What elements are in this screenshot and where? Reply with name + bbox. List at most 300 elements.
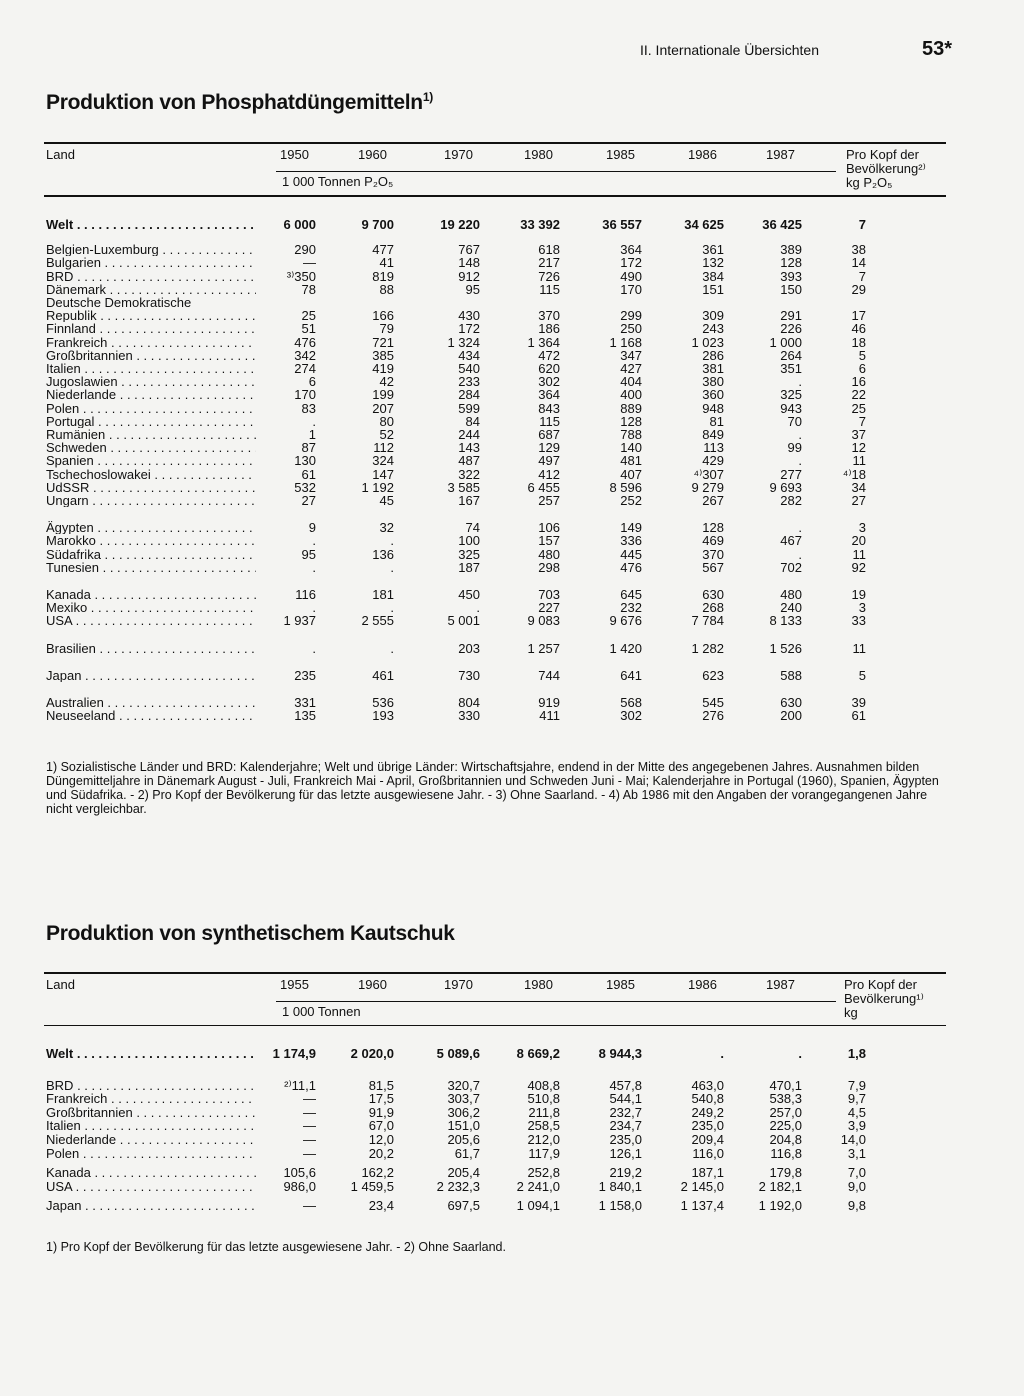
row-label: Polen . . . xyxy=(46,402,256,415)
table-row xyxy=(44,296,946,309)
row-label: BRD . . . xyxy=(46,270,256,283)
cell-value: 408,8 xyxy=(527,1077,560,1093)
cell-value: . xyxy=(798,520,802,536)
table-row xyxy=(44,1166,946,1179)
cell-value: 14,0 xyxy=(840,1132,866,1147)
cell-value: 8 133 xyxy=(769,613,802,629)
cell-value: . xyxy=(390,640,394,656)
row-label: Dänemark . . . xyxy=(46,283,256,296)
cell-value: 181 xyxy=(372,587,394,602)
row-label: Ungarn . . . xyxy=(46,494,256,507)
cell-value: 427 xyxy=(620,361,642,376)
cell-value: 470,1 xyxy=(769,1077,802,1093)
cell-value: 351 xyxy=(780,361,802,376)
cell-value: 11 xyxy=(852,640,866,656)
cell-value: ⁴⁾18 xyxy=(842,466,866,482)
cell-value: 703 xyxy=(538,587,560,602)
row-label: Portugal . . . xyxy=(46,415,256,428)
table-row xyxy=(44,336,946,349)
row-label: Tunesien . . . xyxy=(46,561,256,574)
cell-value: 100 xyxy=(458,533,480,549)
cell-value: . xyxy=(798,546,802,562)
cell-value: 116,0 xyxy=(692,1145,724,1161)
cell-value: 3,9 xyxy=(847,1118,866,1134)
cell-value: 7 784 xyxy=(691,613,724,629)
table-row xyxy=(44,521,946,534)
cell-value: 32 xyxy=(379,520,394,536)
cell-value: 179,8 xyxy=(769,1165,802,1181)
cell-value: 95 xyxy=(465,281,480,297)
cell-value: 1 137,4 xyxy=(680,1198,724,1214)
cell-value: 45 xyxy=(379,493,394,508)
cell-value: 135 xyxy=(294,708,316,724)
cell-value: 11 xyxy=(852,453,866,469)
cell-value: 620 xyxy=(538,361,560,376)
cell-value: 258,5 xyxy=(527,1118,560,1134)
cell-value: 1 094,1 xyxy=(516,1198,560,1214)
cell-value: 730 xyxy=(458,667,480,683)
cell-value: 630 xyxy=(702,587,724,602)
table-row xyxy=(44,243,946,256)
cell-value: 804 xyxy=(458,695,480,710)
cell-value: 6 455 xyxy=(527,479,560,495)
cell-value: 347 xyxy=(620,347,642,363)
cell-value: 7,0 xyxy=(847,1165,866,1181)
cell-value: 469 xyxy=(702,533,724,549)
cell-value: 536 xyxy=(372,695,394,710)
cell-value: 3 585 xyxy=(447,479,480,495)
cell-value: 211,8 xyxy=(528,1104,560,1120)
cell-value: 476 xyxy=(620,559,642,575)
cell-value: 1 420 xyxy=(609,640,642,656)
cell-value: 252,8 xyxy=(527,1165,560,1181)
table-row xyxy=(44,428,946,441)
cell-value: 115 xyxy=(539,413,560,429)
cell-value: 912 xyxy=(458,268,480,284)
cell-value: 151,0 xyxy=(447,1118,480,1134)
row-label: UdSSR . . . xyxy=(46,481,256,494)
table-row xyxy=(44,415,946,428)
cell-value: 170 xyxy=(620,281,642,297)
cell-value: 268 xyxy=(702,600,724,616)
cell-value: 151 xyxy=(702,281,724,297)
cell-value: 225,0 xyxy=(769,1118,802,1134)
cell-value: 130 xyxy=(294,453,316,469)
cell-value: 1 257 xyxy=(527,640,560,656)
cell-value: 630 xyxy=(780,695,802,710)
cell-value: 6 000 xyxy=(283,217,316,232)
cell-value: 540 xyxy=(458,361,480,376)
cell-value: 385 xyxy=(372,347,394,363)
cell-value: . xyxy=(798,427,802,442)
cell-value: 116,8 xyxy=(770,1145,802,1161)
cell-value: 384 xyxy=(702,268,724,284)
table-row xyxy=(44,1180,946,1193)
cell-value: 284 xyxy=(458,387,480,403)
table-row xyxy=(44,642,946,655)
cell-value: 193 xyxy=(372,708,394,724)
cell-value: 411 xyxy=(539,708,560,724)
cell-value: 381 xyxy=(702,361,724,376)
row-label: Rumänien . . . xyxy=(46,428,256,441)
cell-value: 61,7 xyxy=(454,1145,480,1161)
cell-value: 112 xyxy=(373,440,394,456)
cell-value: 1 324 xyxy=(447,334,480,350)
cell-value: 849 xyxy=(702,427,724,442)
cell-value: 232 xyxy=(620,600,642,616)
cell-value: 250 xyxy=(620,321,642,337)
row-label: Finnland . . . xyxy=(46,322,256,335)
cell-value: 252 xyxy=(620,493,642,508)
cell-value: 320,7 xyxy=(447,1077,480,1093)
phosphate-table xyxy=(44,142,946,752)
table-row xyxy=(44,1133,946,1146)
cell-value: 618 xyxy=(538,242,560,258)
cell-value: 226 xyxy=(780,321,802,337)
cell-value: 29 xyxy=(851,281,866,297)
row-label: Welt . . . xyxy=(46,218,256,231)
cell-value: 282 xyxy=(780,493,802,508)
table-row xyxy=(44,388,946,401)
table1-unit-rule xyxy=(276,171,836,172)
cell-value: 257,0 xyxy=(769,1104,802,1120)
cell-value: 187 xyxy=(458,559,480,575)
cell-value: 51 xyxy=(301,321,316,337)
cell-value: 5 001 xyxy=(447,613,480,629)
cell-value: 12 xyxy=(851,440,866,456)
cell-value: 889 xyxy=(620,400,642,416)
cell-value: 74 xyxy=(465,520,480,536)
table1-footnote: 1) Sozialistische Länder und BRD: Kalenderjahre; Welt und übrige Länder: Wirtschaftsjahre, endend in der Mitte des angegebenen Jahres. Ausnahmen bilden Düngemitteljahre in Dänemark August - Juli, Frankreich Mai - April, Großbritannien und Schweden Juni - Mai; Kalenderjahre in Portugal (1960), Spanien, Ägypten und Südafrika. - 2) Pro Kopf der Bevölkerung für das letzte ausgewiesene Jahr. - 3) Ohne Saarland. - 4) Ab 1986 mit den Angaben der vorangegangenen Jahre nicht vergleichbar. xyxy=(46,760,939,816)
cell-value: 33 392 xyxy=(520,217,560,232)
table2-prokopf-unit: kg xyxy=(844,1005,858,1020)
cell-value: 19 xyxy=(851,587,866,602)
cell-value: 7 xyxy=(858,217,866,232)
cell-value: 291 xyxy=(780,308,802,324)
cell-value: — xyxy=(303,1091,316,1107)
row-label: Niederlande . . . xyxy=(46,1133,256,1146)
cell-value: 1 937 xyxy=(283,613,316,629)
table-row xyxy=(44,454,946,467)
cell-value: 360 xyxy=(702,387,724,403)
table-row xyxy=(44,709,946,722)
year-header: 1980 xyxy=(524,147,553,162)
row-label: Ägypten . . . xyxy=(46,521,256,534)
cell-value: . xyxy=(476,600,480,616)
row-label: Japan . . . xyxy=(46,1199,256,1212)
cell-value: 9 xyxy=(308,520,316,536)
cell-value: 1 xyxy=(308,427,316,442)
cell-value: 12,0 xyxy=(368,1132,394,1147)
table-row xyxy=(44,588,946,601)
year-header: 1980 xyxy=(524,977,553,992)
cell-value: 129 xyxy=(538,440,560,456)
cell-value: 204,8 xyxy=(769,1132,802,1147)
table-row xyxy=(44,270,946,283)
table2-header-rule xyxy=(44,1025,946,1026)
table2-footnote: 1) Pro Kopf der Bevölkerung für das letzte ausgewiesene Jahr. - 2) Ohne Saarland. xyxy=(46,1240,506,1254)
cell-value: 2 232,3 xyxy=(436,1178,480,1194)
cell-value: 167 xyxy=(458,493,480,508)
cell-value: 364 xyxy=(620,242,642,258)
cell-value: . xyxy=(312,413,316,429)
cell-value: 568 xyxy=(620,695,642,710)
cell-value: 7,9 xyxy=(847,1077,866,1093)
cell-value: 88 xyxy=(379,281,394,297)
row-label: Bulgarien . . . xyxy=(46,256,256,269)
year-header: 1987 xyxy=(766,977,795,992)
cell-value: 205,6 xyxy=(447,1132,480,1147)
table2-unit: 1 000 Tonnen xyxy=(282,1004,361,1019)
table2-title: Produktion von synthetischem Kautschuk xyxy=(46,922,455,945)
row-label: Mexiko . . . xyxy=(46,601,256,614)
cell-value: 532 xyxy=(294,479,316,495)
cell-value: 286 xyxy=(702,347,724,363)
cell-value: 919 xyxy=(538,695,560,710)
table-row xyxy=(44,561,946,574)
year-header: 1955 xyxy=(280,977,309,992)
cell-value: 240 xyxy=(780,600,802,616)
cell-value: 540,8 xyxy=(691,1091,724,1107)
row-label: Brasilien . . . xyxy=(46,642,256,655)
cell-value: 948 xyxy=(702,400,724,416)
cell-value: . xyxy=(312,533,316,549)
cell-value: . xyxy=(312,640,316,656)
cell-value: 480 xyxy=(780,587,802,602)
cell-value: 186 xyxy=(538,321,560,337)
row-label: Neuseeland . . . xyxy=(46,709,256,722)
table2-prokopf-2: Bevölkerung¹⁾ xyxy=(844,991,924,1006)
table-row xyxy=(44,402,946,415)
cell-value: 67,0 xyxy=(368,1118,394,1134)
cell-value: 1 840,1 xyxy=(598,1178,642,1194)
cell-value: — xyxy=(303,1118,316,1134)
cell-value: 92 xyxy=(851,559,866,575)
cell-value: — xyxy=(303,1104,316,1120)
cell-value: . xyxy=(390,559,394,575)
cell-value: 14 xyxy=(851,255,866,271)
cell-value: 480 xyxy=(538,546,560,562)
table-row xyxy=(44,322,946,335)
row-label: USA . . . xyxy=(46,1180,256,1193)
cell-value: 105,6 xyxy=(283,1165,316,1181)
cell-value: 721 xyxy=(372,334,394,350)
cell-value: 3 xyxy=(858,520,866,536)
cell-value: 140 xyxy=(620,440,642,456)
cell-value: — xyxy=(303,1145,316,1161)
cell-value: 370 xyxy=(702,546,724,562)
table-row xyxy=(44,349,946,362)
cell-value: 2 145,0 xyxy=(680,1178,724,1194)
cell-value: 9 279 xyxy=(691,479,724,495)
cell-value: 232,7 xyxy=(609,1104,642,1120)
table-row xyxy=(44,1119,946,1132)
cell-value: 407 xyxy=(620,466,642,482)
cell-value: 170 xyxy=(294,387,316,403)
section-header: II. Internationale Übersichten xyxy=(640,42,819,58)
cell-value: 25 xyxy=(851,400,866,416)
table2-prokopf-1: Pro Kopf der xyxy=(844,977,917,992)
cell-value: 623 xyxy=(702,667,724,683)
table-row xyxy=(44,601,946,614)
cell-value: 235,0 xyxy=(609,1132,642,1147)
table-row xyxy=(44,1147,946,1160)
row-label: Italien . . . xyxy=(46,1119,256,1132)
cell-value: 726 xyxy=(538,268,560,284)
cell-value: 1 158,0 xyxy=(598,1198,642,1214)
year-header: 1985 xyxy=(606,147,635,162)
page-number: 53* xyxy=(922,38,953,60)
year-header: 1950 xyxy=(280,147,309,162)
table1-title-text: Produktion von Phosphatdüngemitteln xyxy=(46,91,423,114)
cell-value: 331 xyxy=(294,695,316,710)
cell-value: 149 xyxy=(620,520,642,536)
cell-value: 389 xyxy=(780,242,802,258)
cell-value: 599 xyxy=(458,400,480,416)
cell-value: 80 xyxy=(379,413,394,429)
cell-value: 9,0 xyxy=(847,1178,866,1194)
cell-value: 2 020,0 xyxy=(350,1046,394,1061)
cell-value: 457,8 xyxy=(609,1077,642,1093)
table1-prokopf-1: Pro Kopf der xyxy=(846,147,919,162)
cell-value: 7 xyxy=(858,413,866,429)
cell-value: 9,7 xyxy=(847,1091,866,1107)
cell-value: 299 xyxy=(620,308,642,324)
cell-value: 234,7 xyxy=(609,1118,642,1134)
cell-value: 33 xyxy=(851,613,866,629)
cell-value: 943 xyxy=(780,400,802,416)
table1-prokopf-2: Bevölkerung²⁾ xyxy=(846,161,926,176)
cell-value: 6 xyxy=(858,361,866,376)
cell-value: . xyxy=(390,600,394,616)
cell-value: 39 xyxy=(851,695,866,710)
cell-value: 490 xyxy=(620,268,642,284)
year-header: 1960 xyxy=(358,147,387,162)
cell-value: 744 xyxy=(538,667,560,683)
row-label: Frankreich . . . xyxy=(46,336,256,349)
cell-value: 25 xyxy=(301,308,316,324)
cell-value: . xyxy=(720,1046,724,1061)
cell-value: 203 xyxy=(458,640,480,656)
total-row xyxy=(44,218,946,231)
cell-value: 9 700 xyxy=(361,217,394,232)
cell-value: 9 083 xyxy=(527,613,560,629)
cell-value: 257 xyxy=(538,493,560,508)
cell-value: 61 xyxy=(851,708,866,724)
table1-title xyxy=(46,90,433,115)
cell-value: 199 xyxy=(372,387,394,403)
row-label: Kanada . . . xyxy=(46,1166,256,1179)
row-label: Japan . . . xyxy=(46,669,256,682)
cell-value: 1 282 xyxy=(691,640,724,656)
row-label: Belgien-Luxemburg . . . xyxy=(46,243,256,256)
cell-value: 1 192,0 xyxy=(758,1198,802,1214)
cell-value: 430 xyxy=(458,308,480,324)
cell-value: 113 xyxy=(703,440,724,456)
cell-value: 200 xyxy=(780,708,802,724)
cell-value: 510,8 xyxy=(527,1091,560,1107)
cell-value: . xyxy=(390,533,394,549)
cell-value: 117,9 xyxy=(528,1145,560,1161)
cell-value: 91,9 xyxy=(368,1104,394,1120)
table2-top-rule xyxy=(44,972,946,974)
cell-value: 136 xyxy=(372,546,394,562)
cell-value: 2 555 xyxy=(361,613,394,629)
cell-value: 84 xyxy=(465,413,480,429)
cell-value: 187,1 xyxy=(691,1165,724,1181)
cell-value: — xyxy=(303,255,316,271)
cell-value: 342 xyxy=(294,347,316,363)
cell-value: 302 xyxy=(538,374,560,390)
year-header: 1985 xyxy=(606,977,635,992)
table-row xyxy=(44,1092,946,1105)
cell-value: 986,0 xyxy=(283,1178,316,1194)
cell-value: 445 xyxy=(620,546,642,562)
table1-header-rule xyxy=(44,195,946,197)
cell-value: 8 596 xyxy=(609,479,642,495)
cell-value: 309 xyxy=(702,308,724,324)
table-row xyxy=(44,309,946,322)
cell-value: 645 xyxy=(620,587,642,602)
cell-value: 148 xyxy=(458,255,480,271)
cell-value: 70 xyxy=(787,413,802,429)
cell-value: 233 xyxy=(458,374,480,390)
cell-value: 264 xyxy=(780,347,802,363)
cell-value: 212,0 xyxy=(527,1132,560,1147)
table-row xyxy=(44,669,946,682)
row-label: USA . . . xyxy=(46,614,256,627)
row-label: Polen . . . xyxy=(46,1147,256,1160)
cell-value: 4,5 xyxy=(847,1104,866,1120)
cell-value: 400 xyxy=(620,387,642,403)
cell-value: 27 xyxy=(851,493,866,508)
table-row xyxy=(44,548,946,561)
cell-value: 6 xyxy=(308,374,316,390)
cell-value: 434 xyxy=(458,347,480,363)
cell-value: . xyxy=(798,374,802,390)
cell-value: 843 xyxy=(538,400,560,416)
cell-value: 1 459,5 xyxy=(350,1178,394,1194)
cell-value: 538,3 xyxy=(769,1091,802,1107)
cell-value: 81,5 xyxy=(368,1077,394,1093)
cell-value: 567 xyxy=(702,559,724,575)
cell-value: 249,2 xyxy=(691,1104,724,1120)
cell-value: 819 xyxy=(372,268,394,284)
cell-value: 290 xyxy=(294,242,316,258)
cell-value: 481 xyxy=(620,453,642,469)
table2-land-header: Land xyxy=(46,977,75,992)
cell-value: 106 xyxy=(538,520,560,536)
cell-value: . xyxy=(312,559,316,575)
cell-value: 322 xyxy=(458,466,480,482)
cell-value: 330 xyxy=(458,708,480,724)
table-row xyxy=(44,494,946,507)
table-row xyxy=(44,256,946,269)
cell-value: 2 182,1 xyxy=(758,1178,802,1194)
cell-value: 235 xyxy=(294,667,316,683)
cell-value: 697,5 xyxy=(447,1198,480,1214)
cell-value: 162,2 xyxy=(361,1165,394,1181)
cell-value: 244 xyxy=(458,427,480,442)
cell-value: 23,4 xyxy=(368,1198,394,1214)
table-row xyxy=(44,362,946,375)
cell-value: 3 xyxy=(858,600,866,616)
total-row xyxy=(44,1047,946,1060)
cell-value: 467 xyxy=(780,533,802,549)
cell-value: 20,2 xyxy=(368,1145,394,1161)
cell-value: 126,1 xyxy=(609,1145,642,1161)
table-row xyxy=(44,1199,946,1212)
